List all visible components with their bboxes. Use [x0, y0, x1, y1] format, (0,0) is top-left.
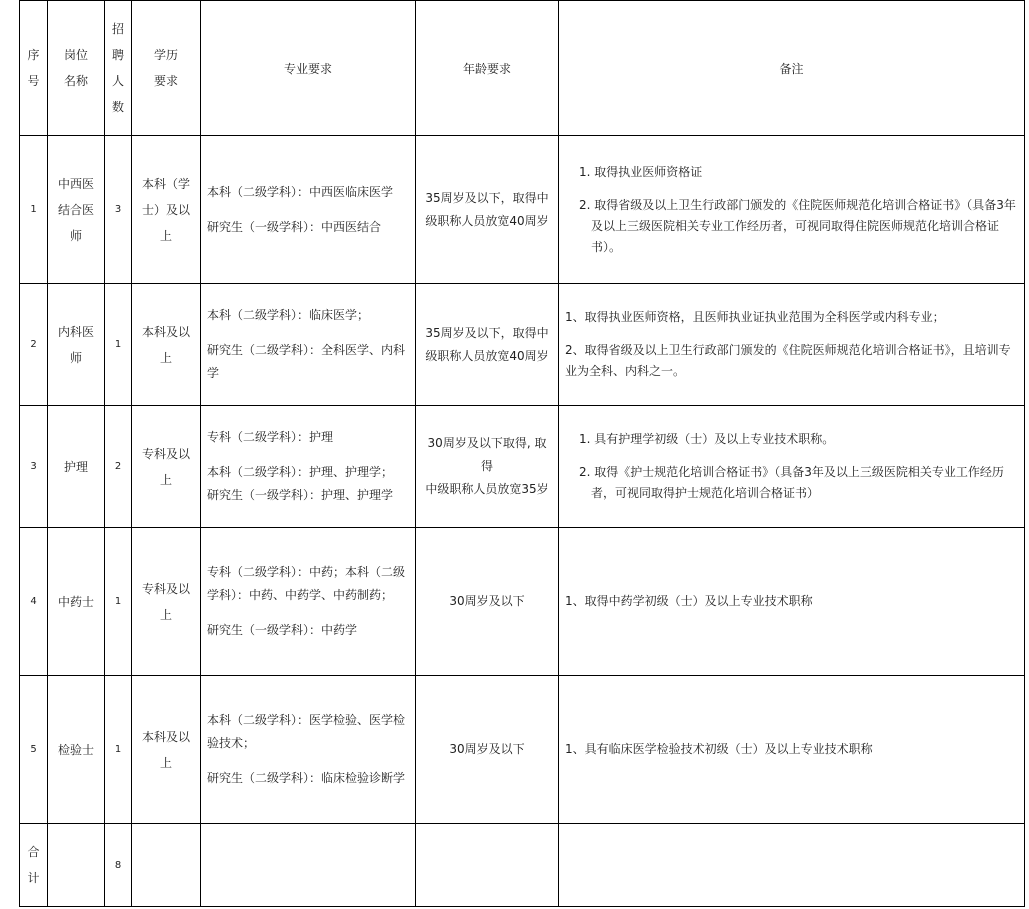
row-count: 1: [105, 284, 132, 406]
row-seq: 1: [20, 136, 48, 284]
recruitment-table: [19, 0, 1025, 907]
row-major: 本科（二级学科）：中西医临床医学 研究生（一级学科）：中西医结合: [201, 136, 416, 284]
row-major: 本科（二级学科）：临床医学； 研究生（二级学科）：全科医学、内科学: [201, 284, 416, 406]
row-edu: 本科及以 上: [132, 676, 201, 824]
total-empty: [132, 824, 201, 907]
header-major: 专业要求: [201, 1, 416, 136]
row-remark: 1. 取得执业医师资格证 2. 取得省级及以上卫生行政部门颁发的《住院医师规范化培训合格证书》（具备3年及以上三级医院相关专业工作经历者，可视同取得住院医师规范化培训合格证书）。: [559, 136, 1025, 284]
row-post: 护理: [48, 406, 105, 528]
row-age: 30周岁及以下取得, 取得 中级职称人员放宽35岁: [416, 406, 559, 528]
header-age: 年龄要求: [416, 1, 559, 136]
row-seq: 4: [20, 528, 48, 676]
header-seq: 序 号: [20, 1, 48, 136]
table-row: [20, 406, 1025, 528]
total-empty: [416, 824, 559, 907]
header-post: 岗位 名称: [48, 1, 105, 136]
total-count: 8: [105, 824, 132, 907]
total-label: 合 计: [20, 824, 48, 907]
row-edu: 本科及以 上: [132, 284, 201, 406]
table-row: [20, 676, 1025, 824]
row-age: 35周岁及以下，取得中 级职称人员放宽40周岁: [416, 284, 559, 406]
row-major: 专科（二级学科）：护理 本科（二级学科）：护理、护理学； 研究生（一级学科）：护理、护理学: [201, 406, 416, 528]
row-post: 内科医 师: [48, 284, 105, 406]
row-post: 检验士: [48, 676, 105, 824]
row-post: 中西医 结合医 师: [48, 136, 105, 284]
row-post: 中药士: [48, 528, 105, 676]
row-edu: 专科及以 上: [132, 406, 201, 528]
table-row: [20, 528, 1025, 676]
total-row: [20, 824, 1025, 907]
total-empty: [201, 824, 416, 907]
row-remark: 1、具有临床医学检验技术初级（士）及以上专业技术职称: [559, 676, 1025, 824]
row-remark: 1、取得中药学初级（士）及以上专业技术职称: [559, 528, 1025, 676]
row-major: 本科（二级学科）：医学检验、医学检验技术； 研究生（二级学科）：临床检验诊断学: [201, 676, 416, 824]
row-count: 2: [105, 406, 132, 528]
row-count: 3: [105, 136, 132, 284]
row-seq: 2: [20, 284, 48, 406]
row-edu: 本科（学 士）及以 上: [132, 136, 201, 284]
row-remark: 1、取得执业医师资格，且医师执业证执业范围为全科医学或内科专业； 2、取得省级及以上卫生行政部门颁发的《住院医师规范化培训合格证书》，且培训专业为全科、内科之一。: [559, 284, 1025, 406]
header-count: 招 聘 人 数: [105, 1, 132, 136]
table-row: [20, 284, 1025, 406]
row-age: 35周岁及以下，取得中 级职称人员放宽40周岁: [416, 136, 559, 284]
total-empty: [48, 824, 105, 907]
row-count: 1: [105, 676, 132, 824]
table-row: [20, 136, 1025, 284]
row-remark: 1. 具有护理学初级（士）及以上专业技术职称。 2. 取得《护士规范化培训合格证书》（具备3年及以上三级医院相关专业工作经历者，可视同取得护士规范化培训合格证书）: [559, 406, 1025, 528]
header-remark: 备注: [559, 1, 1025, 136]
row-seq: 5: [20, 676, 48, 824]
row-count: 1: [105, 528, 132, 676]
header-row: [20, 1, 1025, 136]
row-age: 30周岁及以下: [416, 528, 559, 676]
row-seq: 3: [20, 406, 48, 528]
row-major: 专科（二级学科）：中药；本科（二级学科）：中药、中药学、中药制药； 研究生（一级学科）：中药学: [201, 528, 416, 676]
total-empty: [559, 824, 1025, 907]
row-edu: 专科及以 上: [132, 528, 201, 676]
row-age: 30周岁及以下: [416, 676, 559, 824]
header-edu: 学历 要求: [132, 1, 201, 136]
